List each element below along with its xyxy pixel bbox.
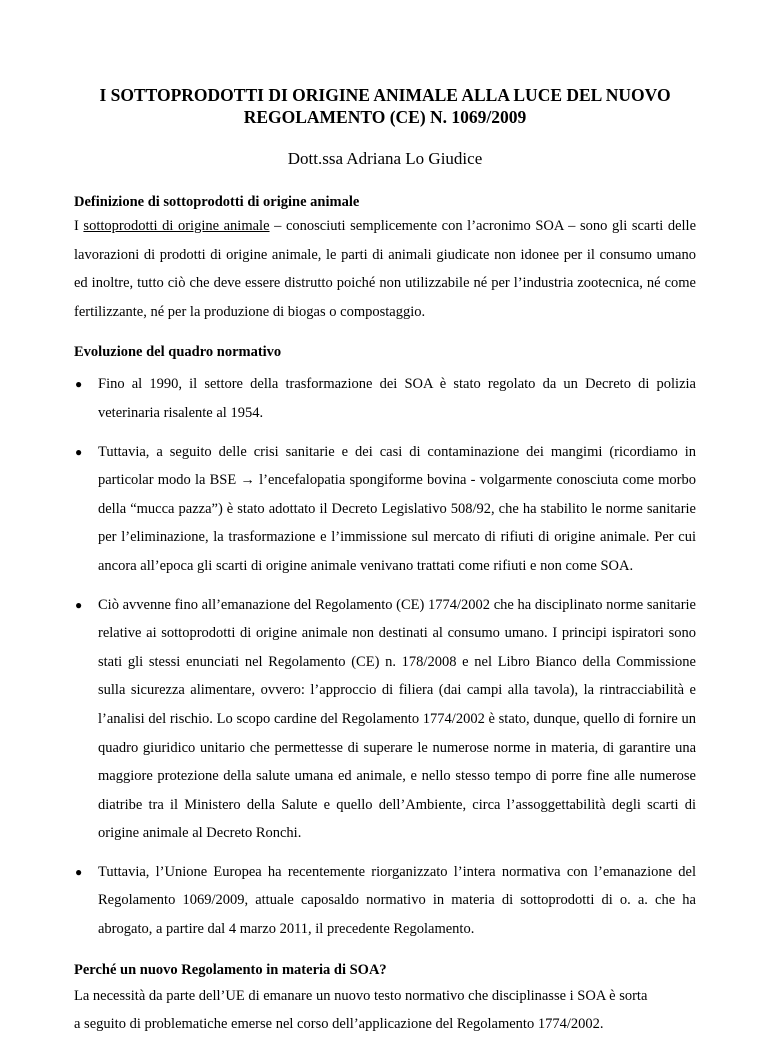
closing-paragraph: [74, 982, 696, 1038]
list-item-text: Tuttavia, l’Unione Europea ha recentemente riorganizzato l’intera normativa con l’emanazione del Regolamento 1069/2009, attuale caposaldo normativo in materia di sottoprodotti di o. a. che ha abrogato, a partire dal 4 marzo 2011, il precedente Regolamento.: [98, 863, 696, 938]
definition-lead: I: [74, 218, 84, 234]
document-title: [74, 84, 696, 128]
evolution-bullet-list: [74, 370, 696, 943]
section-heading-perche: Perché un nuovo Regolamento in materia di SOA?: [74, 961, 387, 978]
bullet-icon: ●: [75, 444, 83, 459]
author-name: Dott.ssa Adriana Lo Giudice: [287, 149, 483, 168]
list-item: [74, 858, 696, 944]
definition-paragraph: [74, 212, 696, 326]
document-page: [74, 84, 696, 1038]
section-heading-evoluzione: Evoluzione del quadro normativo: [74, 344, 282, 361]
closing-line-1: La necessità da parte dell’UE di emanare un nuovo testo normativo che disciplinasse i SOA è sorta: [74, 987, 648, 1004]
list-item: [74, 370, 696, 427]
list-item: [74, 438, 696, 581]
list-item-text: Tuttavia, a seguito delle crisi sanitarie e dei casi di contaminazione dei mangimi (ricordiamo in particolar modo la BSE → l’encefalopatia spongiforme bovina - volgarmente conosciuta come morbo della “mucca pazza”) è stato adottato il Decreto Legislativo 508/92, che ha stabilito le norme sanitarie per l’eliminazione, la trasformazione e l’immissione sul mercato di rifiuti di origine animale. Per cui ancora all’epoca gli scarti di origine animale venivano trattati come rifiuti e non come SOA.: [98, 443, 696, 574]
bullet-icon: ●: [75, 597, 83, 612]
section-heading-definizione: Definizione di sottoprodotti di origine animale: [74, 194, 360, 210]
closing-line-2: a seguito di problematiche emerse nel corso dell’applicazione del Regolamento 1774/2002.: [74, 1015, 604, 1032]
list-item: [74, 591, 696, 848]
title-line-1: I SOTTOPRODOTTI DI ORIGINE ANIMALE ALLA LUCE DEL NUOVO: [99, 85, 671, 105]
list-item-text: Fino al 1990, il settore della trasformazione dei SOA è stato regolato da un Decreto di polizia veterinaria risalente al 1954.: [98, 376, 696, 421]
definition-underlined-term: sottoprodotti di origine animale: [83, 218, 270, 234]
title-line-2: REGOLAMENTO (CE) N. 1069/2009: [243, 107, 527, 127]
definition-rest: – conosciuti semplicemente con l’acronimo SOA – sono gli scarti delle lavorazioni di prodotti di origine animale, le parti di animali giudicate non idonee per il consumo umano ed inoltre, tutto ciò che deve essere distrutto poiché non utilizzabile né per l’industria zootecnica, né come fertilizzante, né per la produzione di biogas o compostaggio.: [74, 218, 697, 320]
bullet-icon: ●: [75, 864, 83, 879]
list-item-text: Ciò avvenne fino all’emanazione del Regolamento (CE) 1774/2002 che ha disciplinato norme sanitarie relative ai sottoprodotti di origine animale non destinati al consumo umano. I principi ispiratori sono stati gli stessi enunciati nel Regolamento (CE) n. 178/2008 e nel Libro Bianco della Commissione sulla sicurezza alimentare, ovvero: l’approccio di filiera (dai campi alla tavola), la rintracciabilità e l’analisi del rischio. Lo scopo cardine del Regolamento 1774/2002 è stato, dunque, quello di fornire un quadro giuridico unitario che permettesse di superare le numerose norme in materia, di garantire una maggiore protezione della salute umana ed animale, e nello stesso tempo di porre fine alle numerose diatribe tra il Ministero della Salute e quello dell’Ambiente, circa l’assoggettabilità degli scarti di origine animale al Decreto Ronchi.: [98, 596, 696, 842]
bullet-icon: ●: [75, 377, 83, 392]
